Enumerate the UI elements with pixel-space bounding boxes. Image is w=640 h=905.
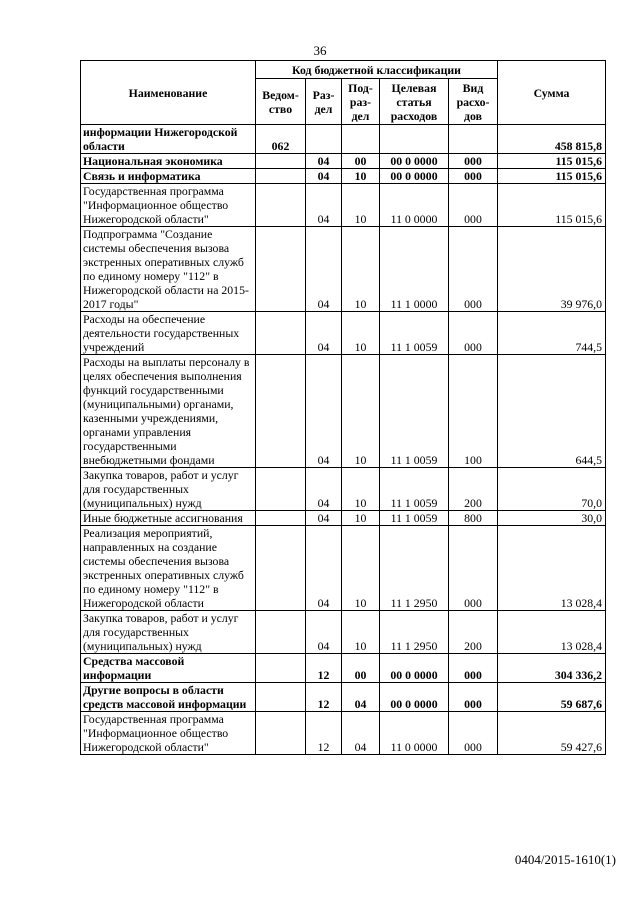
row-summa: 458 815,8 xyxy=(498,125,606,154)
table-row xyxy=(81,125,606,154)
row-podrazdel: 10 xyxy=(342,511,380,526)
header-razdel: Раз-дел xyxy=(306,79,342,125)
page-number: 36 xyxy=(313,43,327,58)
footer-document-code: 0404/2015-1610(1) xyxy=(514,852,616,867)
row-vid: 000 xyxy=(449,154,498,169)
row-celevaya: 11 1 0059 xyxy=(380,355,449,468)
row-name: Национальная экономика xyxy=(81,154,256,169)
row-vid: 000 xyxy=(449,526,498,611)
table-row xyxy=(81,683,606,712)
row-razdel: 04 xyxy=(306,468,342,511)
table-row xyxy=(81,611,606,654)
row-vedomstvo xyxy=(256,227,306,312)
row-razdel: 04 xyxy=(306,227,342,312)
row-name: информации Нижегородской области xyxy=(81,125,256,154)
row-vedomstvo xyxy=(256,355,306,468)
row-vid: 000 xyxy=(449,312,498,355)
row-vid: 200 xyxy=(449,468,498,511)
row-vedomstvo xyxy=(256,526,306,611)
row-razdel: 04 xyxy=(306,355,342,468)
table-row xyxy=(81,169,606,184)
row-summa: 115 015,6 xyxy=(498,184,606,227)
row-vid: 000 xyxy=(449,184,498,227)
row-razdel: 04 xyxy=(306,184,342,227)
row-summa: 13 028,4 xyxy=(498,611,606,654)
row-name: Закупка товаров, работ и услуг для государственных (муниципальных) нужд xyxy=(81,611,256,654)
header-celevaya: Целевая статья расходов xyxy=(380,79,449,125)
row-vid: 100 xyxy=(449,355,498,468)
row-vedomstvo xyxy=(256,184,306,227)
row-celevaya: 11 1 2950 xyxy=(380,526,449,611)
row-vedomstvo xyxy=(256,468,306,511)
header-vedomstvo: Ведом-ство xyxy=(256,79,306,125)
table-row xyxy=(81,654,606,683)
table-row xyxy=(81,526,606,611)
row-summa: 13 028,4 xyxy=(498,526,606,611)
table-row xyxy=(81,511,606,526)
row-razdel: 12 xyxy=(306,712,342,755)
row-vedomstvo xyxy=(256,154,306,169)
row-name: Средства массовой информации xyxy=(81,654,256,683)
row-razdel: 04 xyxy=(306,526,342,611)
row-podrazdel: 04 xyxy=(342,683,380,712)
row-summa: 59 687,6 xyxy=(498,683,606,712)
row-celevaya: 00 0 0000 xyxy=(380,683,449,712)
table-row xyxy=(81,468,606,511)
header-code-group: Код бюджетной классификации xyxy=(256,61,498,79)
row-celevaya: 00 0 0000 xyxy=(380,154,449,169)
table-row xyxy=(81,154,606,169)
row-summa: 39 976,0 xyxy=(498,227,606,312)
header-vid: Вид расхо-дов xyxy=(449,79,498,125)
row-podrazdel: 10 xyxy=(342,611,380,654)
row-podrazdel xyxy=(342,125,380,154)
row-celevaya: 11 1 0000 xyxy=(380,227,449,312)
row-vid: 000 xyxy=(449,227,498,312)
row-vedomstvo: 062 xyxy=(256,125,306,154)
row-celevaya: 11 0 0000 xyxy=(380,184,449,227)
row-podrazdel: 10 xyxy=(342,468,380,511)
row-celevaya: 11 1 0059 xyxy=(380,468,449,511)
row-celevaya: 11 1 0059 xyxy=(380,312,449,355)
row-name: Государственная программа "Информационное общество Нижегородской области" xyxy=(81,712,256,755)
row-summa: 644,5 xyxy=(498,355,606,468)
row-podrazdel: 10 xyxy=(342,227,380,312)
row-name: Государственная программа "Информационное общество Нижегородской области" xyxy=(81,184,256,227)
row-summa: 115 015,6 xyxy=(498,169,606,184)
row-celevaya xyxy=(380,125,449,154)
row-razdel: 04 xyxy=(306,611,342,654)
row-razdel: 12 xyxy=(306,683,342,712)
row-podrazdel: 10 xyxy=(342,355,380,468)
row-vedomstvo xyxy=(256,712,306,755)
row-podrazdel: 10 xyxy=(342,184,380,227)
budget-table xyxy=(80,60,606,755)
header-podrazdel: Под-раз-дел xyxy=(342,79,380,125)
row-razdel xyxy=(306,125,342,154)
header-name: Наименование xyxy=(81,61,256,125)
row-name: Закупка товаров, работ и услуг для государственных (муниципальных) нужд xyxy=(81,468,256,511)
table-row xyxy=(81,227,606,312)
row-summa: 304 336,2 xyxy=(498,654,606,683)
row-summa: 30,0 xyxy=(498,511,606,526)
row-vedomstvo xyxy=(256,312,306,355)
row-celevaya: 11 1 2950 xyxy=(380,611,449,654)
row-celevaya: 00 0 0000 xyxy=(380,654,449,683)
row-podrazdel: 00 xyxy=(342,654,380,683)
row-razdel: 04 xyxy=(306,154,342,169)
row-vedomstvo xyxy=(256,169,306,184)
row-razdel: 04 xyxy=(306,511,342,526)
table-row xyxy=(81,184,606,227)
row-vid: 000 xyxy=(449,654,498,683)
table-row xyxy=(81,355,606,468)
row-vedomstvo xyxy=(256,611,306,654)
row-vedomstvo xyxy=(256,511,306,526)
row-vedomstvo xyxy=(256,654,306,683)
row-name: Иные бюджетные ассигнования xyxy=(81,511,256,526)
row-summa: 59 427,6 xyxy=(498,712,606,755)
row-name: Реализация мероприятий, направленных на создание системы обеспечения вызова экстренных оперативных служб по единому номеру "112" в Нижегородской области xyxy=(81,526,256,611)
row-vid xyxy=(449,125,498,154)
row-podrazdel: 04 xyxy=(342,712,380,755)
table-body xyxy=(81,125,606,755)
row-vid: 200 xyxy=(449,611,498,654)
row-vedomstvo xyxy=(256,683,306,712)
table-row xyxy=(81,312,606,355)
row-summa: 115 015,6 xyxy=(498,154,606,169)
row-name: Другие вопросы в области средств массовой информации xyxy=(81,683,256,712)
row-name: Расходы на обеспечение деятельности государственных учреждений xyxy=(81,312,256,355)
row-summa: 70,0 xyxy=(498,468,606,511)
row-vid: 000 xyxy=(449,712,498,755)
row-razdel: 04 xyxy=(306,169,342,184)
row-podrazdel: 10 xyxy=(342,312,380,355)
row-razdel: 12 xyxy=(306,654,342,683)
row-podrazdel: 10 xyxy=(342,526,380,611)
row-celevaya: 11 1 0059 xyxy=(380,511,449,526)
header-summa: Сумма xyxy=(498,61,606,125)
row-vid: 800 xyxy=(449,511,498,526)
row-vid: 000 xyxy=(449,683,498,712)
row-podrazdel: 00 xyxy=(342,154,380,169)
row-razdel: 04 xyxy=(306,312,342,355)
table-row xyxy=(81,712,606,755)
row-podrazdel: 10 xyxy=(342,169,380,184)
row-summa: 744,5 xyxy=(498,312,606,355)
row-name: Связь и информатика xyxy=(81,169,256,184)
row-celevaya: 11 0 0000 xyxy=(380,712,449,755)
row-celevaya: 00 0 0000 xyxy=(380,169,449,184)
row-name: Расходы на выплаты персоналу в целях обеспечения выполнения функций государственными (муниципальными) органами, казенными учреждениями, органами управления государственными внебюджетными фондами xyxy=(81,355,256,468)
row-name: Подпрограмма "Создание системы обеспечения вызова экстренных оперативных служб по единому номеру "112" в Нижегородской области на 2015-2017 годы" xyxy=(81,227,256,312)
row-vid: 000 xyxy=(449,169,498,184)
